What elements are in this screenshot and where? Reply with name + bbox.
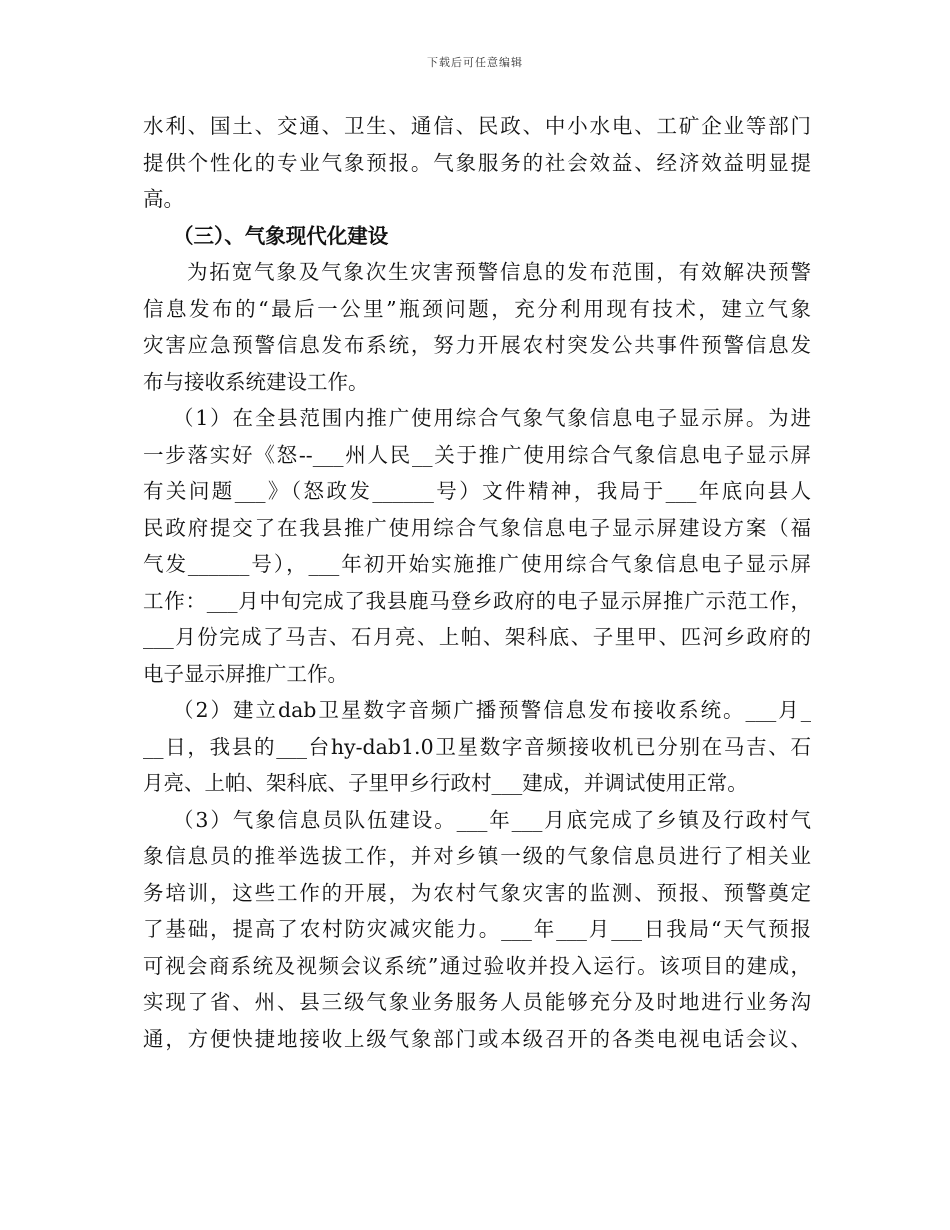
text-line: 灾害应急预警信息发布系统，努力开展农村突发公共事件预警信息发: [143, 333, 811, 357]
text-line: 工作：___月中旬完成了我县鹿马登乡政府的电子显示屏推广示范工作，: [143, 588, 811, 613]
text-line: 电子显示屏推广工作。: [143, 661, 348, 686]
text-line: 实现了省、州、县三级气象业务服务人员能够充分及时地进行业务沟: [143, 990, 811, 1014]
text-line: （1）在全县范围内推广使用综合气象气象信息电子显示屏。为进: [173, 406, 811, 430]
text-line: ___月份完成了马吉、石月亮、上帕、架科底、子里甲、匹河乡政府的: [143, 625, 811, 649]
text-line: 一步落实好《怒--___州人民__关于推广使用综合气象信息电子显示屏: [143, 442, 811, 467]
text-line: 布与接收系统建设工作。: [143, 369, 369, 394]
text-line: 水利、国土、交通、卫生、通信、民政、中小水电、工矿企业等部门: [143, 114, 811, 138]
text-line: 可视会商系统及视频会议系统”通过验收并投入运行。该项目的建成，: [143, 953, 811, 978]
text-line: 民政府提交了在我县推广使用综合气象信息电子显示屏建设方案（福: [143, 515, 811, 540]
text-line: 信息发布的“最后一公里”瓶颈问题，充分利用现有技术，建立气象: [143, 296, 811, 321]
page-header: 下载后可任意编辑: [427, 56, 523, 69]
text-line: 有关问题___》（怒政发______号）文件精神，我局于___年底向县人: [143, 479, 811, 503]
text-line: 提供个性化的专业气象预报。气象服务的社会效益、经济效益明显提: [143, 150, 811, 175]
text-line: （3）气象信息员队伍建设。___年___月底完成了乡镇及行政村气: [173, 807, 811, 832]
text-line: 务培训，这些工作的开展，为农村气象灾害的监测、预报、预警奠定: [143, 880, 811, 905]
text-line: 高。: [143, 187, 184, 211]
text-line: __日，我县的___台hy-dab1.0卫星数字音频接收机已分别在马吉、石: [143, 734, 811, 759]
text-line: 象信息员的推举选拔工作，并对乡镇一级的气象信息员进行了相关业: [143, 844, 811, 868]
text-line: 月亮、上帕、架科底、子里甲乡行政村___建成，并调试使用正常。: [143, 771, 748, 795]
text-line: 为拓宽气象及气象次生灾害预警信息的发布范围，有效解决预警: [187, 260, 811, 284]
text-line: 了基础，提高了农村防灾减灾能力。___年___月___日我局“天气预报: [143, 917, 811, 941]
text-line: （2）建立dab卫星数字音频广播预警信息发布接收系统。___月_: [173, 698, 811, 722]
section-heading: （三）、气象现代化建设: [173, 223, 389, 248]
document-body: [143, 108, 811, 1057]
text-line: 通，方便快捷地接收上级气象部门或本级召开的各类电视电话会议、: [143, 1026, 811, 1051]
text-line: 气发______号），___年初开始实施推广使用综合气象信息电子显示屏: [143, 552, 811, 576]
